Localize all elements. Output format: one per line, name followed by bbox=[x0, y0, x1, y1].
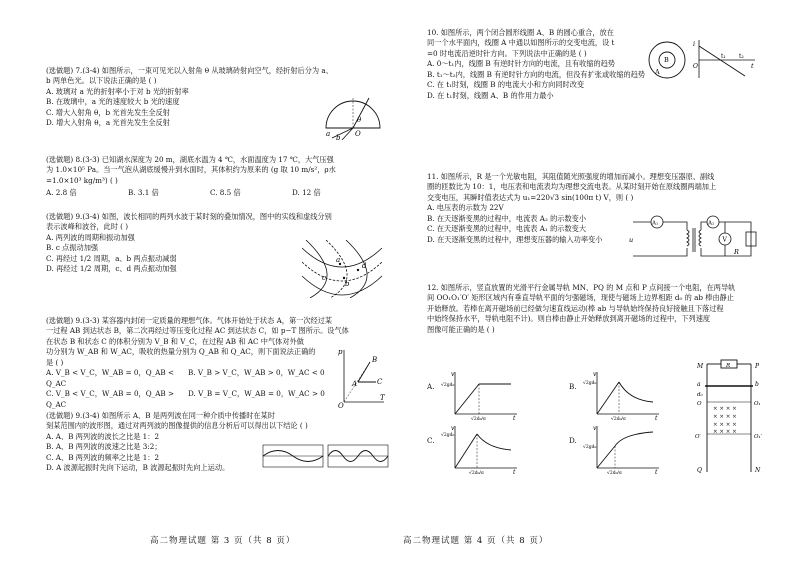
q12r-graph-a-v: v bbox=[451, 371, 455, 378]
q9-label-c: c bbox=[322, 274, 326, 282]
q10r-current-graph bbox=[693, 38, 759, 82]
q11r-ammeter-a2: A₂ bbox=[708, 220, 715, 227]
q12r-graph-b-t: t bbox=[655, 415, 658, 420]
q12r-line-2: 间 OO₁O₁′O′ 矩形区域内有垂直导轨平面的匀强磁场，现使与磁场上边界相距 d₀ 的 ab 棒由静止 bbox=[427, 293, 735, 303]
q10l-point-c: C bbox=[377, 378, 383, 386]
q11r-label-u: u bbox=[629, 236, 634, 244]
right-page-footer: 高二物理试题 第 4 页（共 8 页） bbox=[403, 535, 549, 546]
q12r-graph-b-tlabel: √2d₀/g bbox=[611, 417, 626, 420]
q7-option-d: D. 增大入射角 θ，a 光首先发生全反射 bbox=[46, 118, 170, 128]
q10l-option-a: A. V_B < V_C，W_AB = 0，Q_AB < Q_AC bbox=[46, 368, 174, 388]
q12r-rail-q: Q bbox=[697, 467, 702, 474]
q7-label-b: b bbox=[336, 134, 341, 140]
q9-option-a: A. 两列波的周期和振动加强 bbox=[46, 232, 135, 242]
q7-option-b: B. 在玻璃中，a 光的速度较大 b 光的速度 bbox=[46, 97, 180, 107]
right-page bbox=[397, 0, 794, 561]
q11l-option-d: D. A 波源起振时先向下运动，B 波源起振时先向上运动。 bbox=[46, 463, 230, 473]
q11l-option-b: B. A、B 两列波的波速之比是 3:2； bbox=[46, 442, 162, 452]
q12r-rail-r: R bbox=[726, 363, 731, 369]
q10l-option-d: D. V_B = V_C，W_AB = 0，W_AC > 0 bbox=[188, 389, 325, 399]
question-10-right bbox=[427, 28, 645, 101]
q7-option-a: A. 玻璃对 a 光的折射率小于对 b 光的折射率 bbox=[46, 86, 189, 96]
svg-text:× × × ×: × × × × bbox=[713, 406, 737, 412]
q10l-option-c: C. V_B < V_C，W_AB = 0，Q_AB > Q_AC bbox=[46, 389, 175, 409]
q12r-graph-c-t: t bbox=[513, 469, 516, 474]
q9-label-d: d bbox=[362, 262, 367, 270]
q8-option-d: D. 12 倍 bbox=[292, 188, 321, 198]
q12r-rail-o: O bbox=[697, 401, 702, 407]
q10r-option-d: D. 在 t₁时刻，线圈 A、B 的作用力最小 bbox=[427, 90, 554, 100]
q11r-line-1: 11. 如图所示，R 是一个光敏电阻，其阻值随光照强度的增加而减小。理想变压器原、副线 bbox=[427, 172, 715, 181]
q11r-ammeter-a1: A₁ bbox=[652, 220, 659, 227]
q10r-coil-b: B bbox=[664, 56, 669, 64]
q12r-rail-b: b bbox=[755, 381, 759, 388]
q7-label-a: a bbox=[326, 130, 331, 138]
q11r-option-a: A. 电压表的示数为 22V bbox=[427, 203, 504, 213]
q12r-graph-a bbox=[441, 370, 519, 420]
q11r-line-2: 圈的匝数比为 10：1，电压表和电流表均为理想交流电表。从某时刻开始在原线圈两端加上 bbox=[427, 182, 717, 192]
q12r-graph-d-t: t bbox=[655, 469, 658, 474]
q12r-option-d-letter: D. bbox=[569, 436, 577, 445]
q11l-option-c: C. A、B 两列波的频率之比是 1：2 bbox=[46, 452, 160, 462]
q7-label-o: O bbox=[355, 130, 361, 138]
q12r-rail-d0: d₀ bbox=[697, 392, 703, 398]
q10l-line-5: 是 ( ) bbox=[46, 357, 64, 367]
q12r-graph-d bbox=[583, 424, 661, 474]
q11r-option-b: B. 在天逐渐变黑的过程中，电流表 A₂ 的示数变小 bbox=[427, 213, 587, 223]
q10l-origin: O bbox=[338, 402, 344, 408]
q9-label-a: a bbox=[336, 256, 341, 264]
q12r-rails-figure bbox=[693, 358, 767, 476]
q10l-line-2: 一过程 AB 到达状态 B，第二次再经过等压变化过程 AC 到达状态 C，如 p−T 图所示。设气体 bbox=[46, 326, 349, 336]
q10r-option-b: B. t₁～t₂内，线圈 B 有逆时针方向的电流，但没有扩张或收缩的趋势 bbox=[427, 69, 646, 79]
q10r-t2: t₂ bbox=[739, 53, 744, 60]
q12r-graph-c-tlabel: √2d₀/g bbox=[469, 471, 484, 474]
q7-option-c: C. 增大入射角 θ，b 光首先发生全反射 bbox=[46, 107, 170, 117]
q12r-line-3: 开始释放。若棒在离开磁场前已经做匀速直线运动(棒 ab 与导轨始终保持良好接触且下落过程 bbox=[427, 303, 724, 313]
q12r-graph-c-v: v bbox=[451, 425, 455, 432]
q10r-coil-figure bbox=[647, 38, 687, 82]
q11l-line-1: (选做题) 9.(3-4) 如图所示 A、B 是两列波在同一种介质中传播时在某时 bbox=[46, 411, 275, 420]
q10r-axis-t: t bbox=[751, 62, 754, 70]
q9-option-b: B. c 点振动加强 bbox=[46, 243, 99, 253]
q10l-line-3: 在状态 B 和状态 C 的体积分别为 V_B 和 V_C，在过程 AB 和 AC 中气体对外做 bbox=[46, 336, 304, 346]
q10l-line-1: (选做题) 9.(3-3) 某容器内封闭一定质量的理想气体。气体开始处于状态 A，第一次经过某 bbox=[46, 316, 333, 325]
q10r-option-a: A. 0～t₁内，线圈 B 有逆时针方向的电流，且有收缩的趋势 bbox=[427, 59, 616, 69]
q12r-rail-a: a bbox=[697, 381, 701, 388]
q11r-transformer-circuit bbox=[629, 208, 761, 262]
q12r-rail-m: M bbox=[697, 363, 704, 370]
q10l-line-4: 功分别为 W_AB 和 W_AC，吸收的热量分别为 Q_AB 和 Q_AC，则下面说法正确的 bbox=[46, 347, 316, 357]
q12r-rail-p: P bbox=[755, 363, 760, 370]
q7-prism-figure bbox=[322, 92, 384, 140]
q11r-voltmeter: V bbox=[722, 236, 727, 244]
q12r-graph-d-tlabel: √2d₀/g bbox=[607, 471, 622, 474]
q10r-coil-a: A bbox=[655, 68, 660, 76]
q8-option-b: B. 3.1 倍 bbox=[128, 188, 159, 198]
q12r-graph-a-t: t bbox=[513, 415, 516, 420]
q12r-option-b-letter: B. bbox=[569, 382, 577, 391]
q10l-point-b: B bbox=[372, 356, 378, 364]
q12r-line-4: 中始终保持水平，导轨电阻不计)。则自棒由静止开始释放到离开磁场的过程中，下列速度 bbox=[427, 314, 711, 324]
q7-label-theta: θ bbox=[357, 116, 362, 124]
q11r-option-c: C. 在天逐渐变黑的过程中，电流表 A₁ 的示数变大 bbox=[427, 224, 587, 234]
svg-text:× × × ×: × × × × bbox=[713, 414, 737, 420]
q12r-graph-c-vlabel: √2gd₀ bbox=[441, 433, 455, 438]
q11l-line-2: 刻某范围内的波形图，通过对两列波的图像提供的信息分析后可以得出以下结论 ( ) bbox=[46, 421, 308, 431]
q10r-line-2: 同一个水平面内，线圈 A 中通以如图所示的交变电流，设 t bbox=[427, 38, 615, 48]
q11r-option-d: D. 在天逐渐变黑的过程中，理想变压器的输入功率变小 bbox=[427, 234, 603, 244]
q12r-graph-d-vlabel: √2gd₀ bbox=[583, 445, 597, 450]
question-8 bbox=[46, 155, 374, 199]
q12r-graph-b bbox=[583, 370, 661, 420]
q12r-graph-a-tlabel: √2d₀/g bbox=[471, 417, 486, 420]
question-12-right bbox=[427, 283, 735, 335]
q9-option-c: C. 再经过 1/2 周期，a、b 两点振动减弱 bbox=[46, 253, 177, 263]
question-10-left bbox=[46, 316, 349, 410]
q12r-graph-b-v: v bbox=[593, 371, 597, 378]
q10r-line-3: =0 时电流沿逆时针方向。下列说法中正确的是 ( ) bbox=[427, 48, 587, 58]
q10r-axis-i: i bbox=[693, 40, 696, 48]
q12r-option-a-letter: A. bbox=[427, 382, 435, 391]
q11r-line-3: 交变电压，其瞬时值表达式为 u₁=220√3 sin(100π t) V，则 ( ) bbox=[427, 192, 634, 202]
q10r-option-c: C. 在 t₁时刻，线圈 B 的电流大小和方向同时改变 bbox=[427, 80, 585, 90]
question-9 bbox=[46, 212, 332, 275]
q10r-origin: O bbox=[693, 63, 698, 70]
q12r-graph-a-vlabel: √2gd₀ bbox=[441, 383, 455, 388]
q11l-option-a: A. A、B 两列波的波长之比是 1：2 bbox=[46, 431, 160, 441]
q11l-wave-figures bbox=[262, 441, 390, 471]
q9-label-b: b bbox=[345, 280, 350, 288]
q11r-label-r: R bbox=[734, 248, 739, 256]
svg-text:× × × ×: × × × × bbox=[713, 422, 737, 428]
q12r-rail-n: N bbox=[755, 467, 761, 474]
q12r-line-1: 12. 如图所示，竖直放置的光滑平行金属导轨 MN、PQ 的 M 点和 P 点间接一个电阻，在两导轨 bbox=[427, 283, 736, 292]
q8-option-a: A. 2.8 倍 bbox=[46, 188, 77, 198]
q12r-rail-op: O′ bbox=[695, 434, 701, 440]
q10l-point-a: A bbox=[352, 380, 358, 388]
left-page-footer: 高二物理试题 第 3 页（共 8 页） bbox=[150, 535, 296, 546]
q10r-line-1: 10. 如图所示，两个闭合圆形线圈 A、B 的圆心重合，放在 bbox=[427, 28, 614, 37]
svg-text:× × × ×: × × × × bbox=[713, 429, 737, 435]
q10l-option-b: B. V_B > V_C，W_AB > 0，W_AC < 0 bbox=[188, 368, 325, 378]
q12r-graph-b-vlabel: √2gd₀ bbox=[583, 381, 597, 386]
q10l-pt-graph bbox=[336, 346, 386, 408]
q7-line-2: b 两单色光。以下说法正确的是 ( ) bbox=[46, 76, 157, 86]
q8-line-1: (选做题) 8.(3-3) 已知湖水深度为 20 m，湖底水温为 4 ℃，水面温度为 17 ℃，大气压强 bbox=[46, 155, 334, 164]
q12r-graph-c bbox=[441, 424, 519, 474]
q8-line-2: 为 1.0×10⁵ Pa。当一气泡从湖底缓慢升到水面时，其体积约为原来的 (g 取 10 m/s²，ρ水 bbox=[46, 165, 336, 175]
q12r-option-c-letter: C. bbox=[427, 436, 435, 445]
question-7 bbox=[46, 66, 333, 129]
q9-option-d: D. 再经过 1/2 周期，c、d 两点振动加强 bbox=[46, 264, 177, 274]
q9-line-1: (选做题) 9.(3-4) 如图，波长相同的两列水波于某时刻的叠加情况，图中的实线和虚线分别 bbox=[46, 212, 332, 221]
q10l-axis-t: T bbox=[380, 394, 385, 402]
q12r-graph-d-v: v bbox=[593, 425, 597, 432]
q12r-rail-o1: O₁ bbox=[754, 401, 761, 407]
q10r-t1: t₁ bbox=[721, 53, 726, 60]
q9-line-2: 表示波峰和波谷，此时 ( ) bbox=[46, 222, 129, 232]
q10l-axis-p: p bbox=[338, 348, 343, 356]
q9-wave-figure bbox=[300, 240, 384, 298]
q8-option-c: C. 8.5 倍 bbox=[210, 188, 241, 198]
q8-line-3: =1.0×10³ kg/m³) ( ) bbox=[46, 175, 118, 185]
q12r-rail-o1p: O₁′ bbox=[754, 434, 762, 440]
q7-line-1: (选做题) 7.(3-4) 如图所示，一束可见光以入射角 θ 从玻璃砖射向空气，经折射后分为 a、 bbox=[46, 66, 333, 75]
q12r-line-5: 图像可能正确的是 ( ) bbox=[427, 324, 495, 334]
